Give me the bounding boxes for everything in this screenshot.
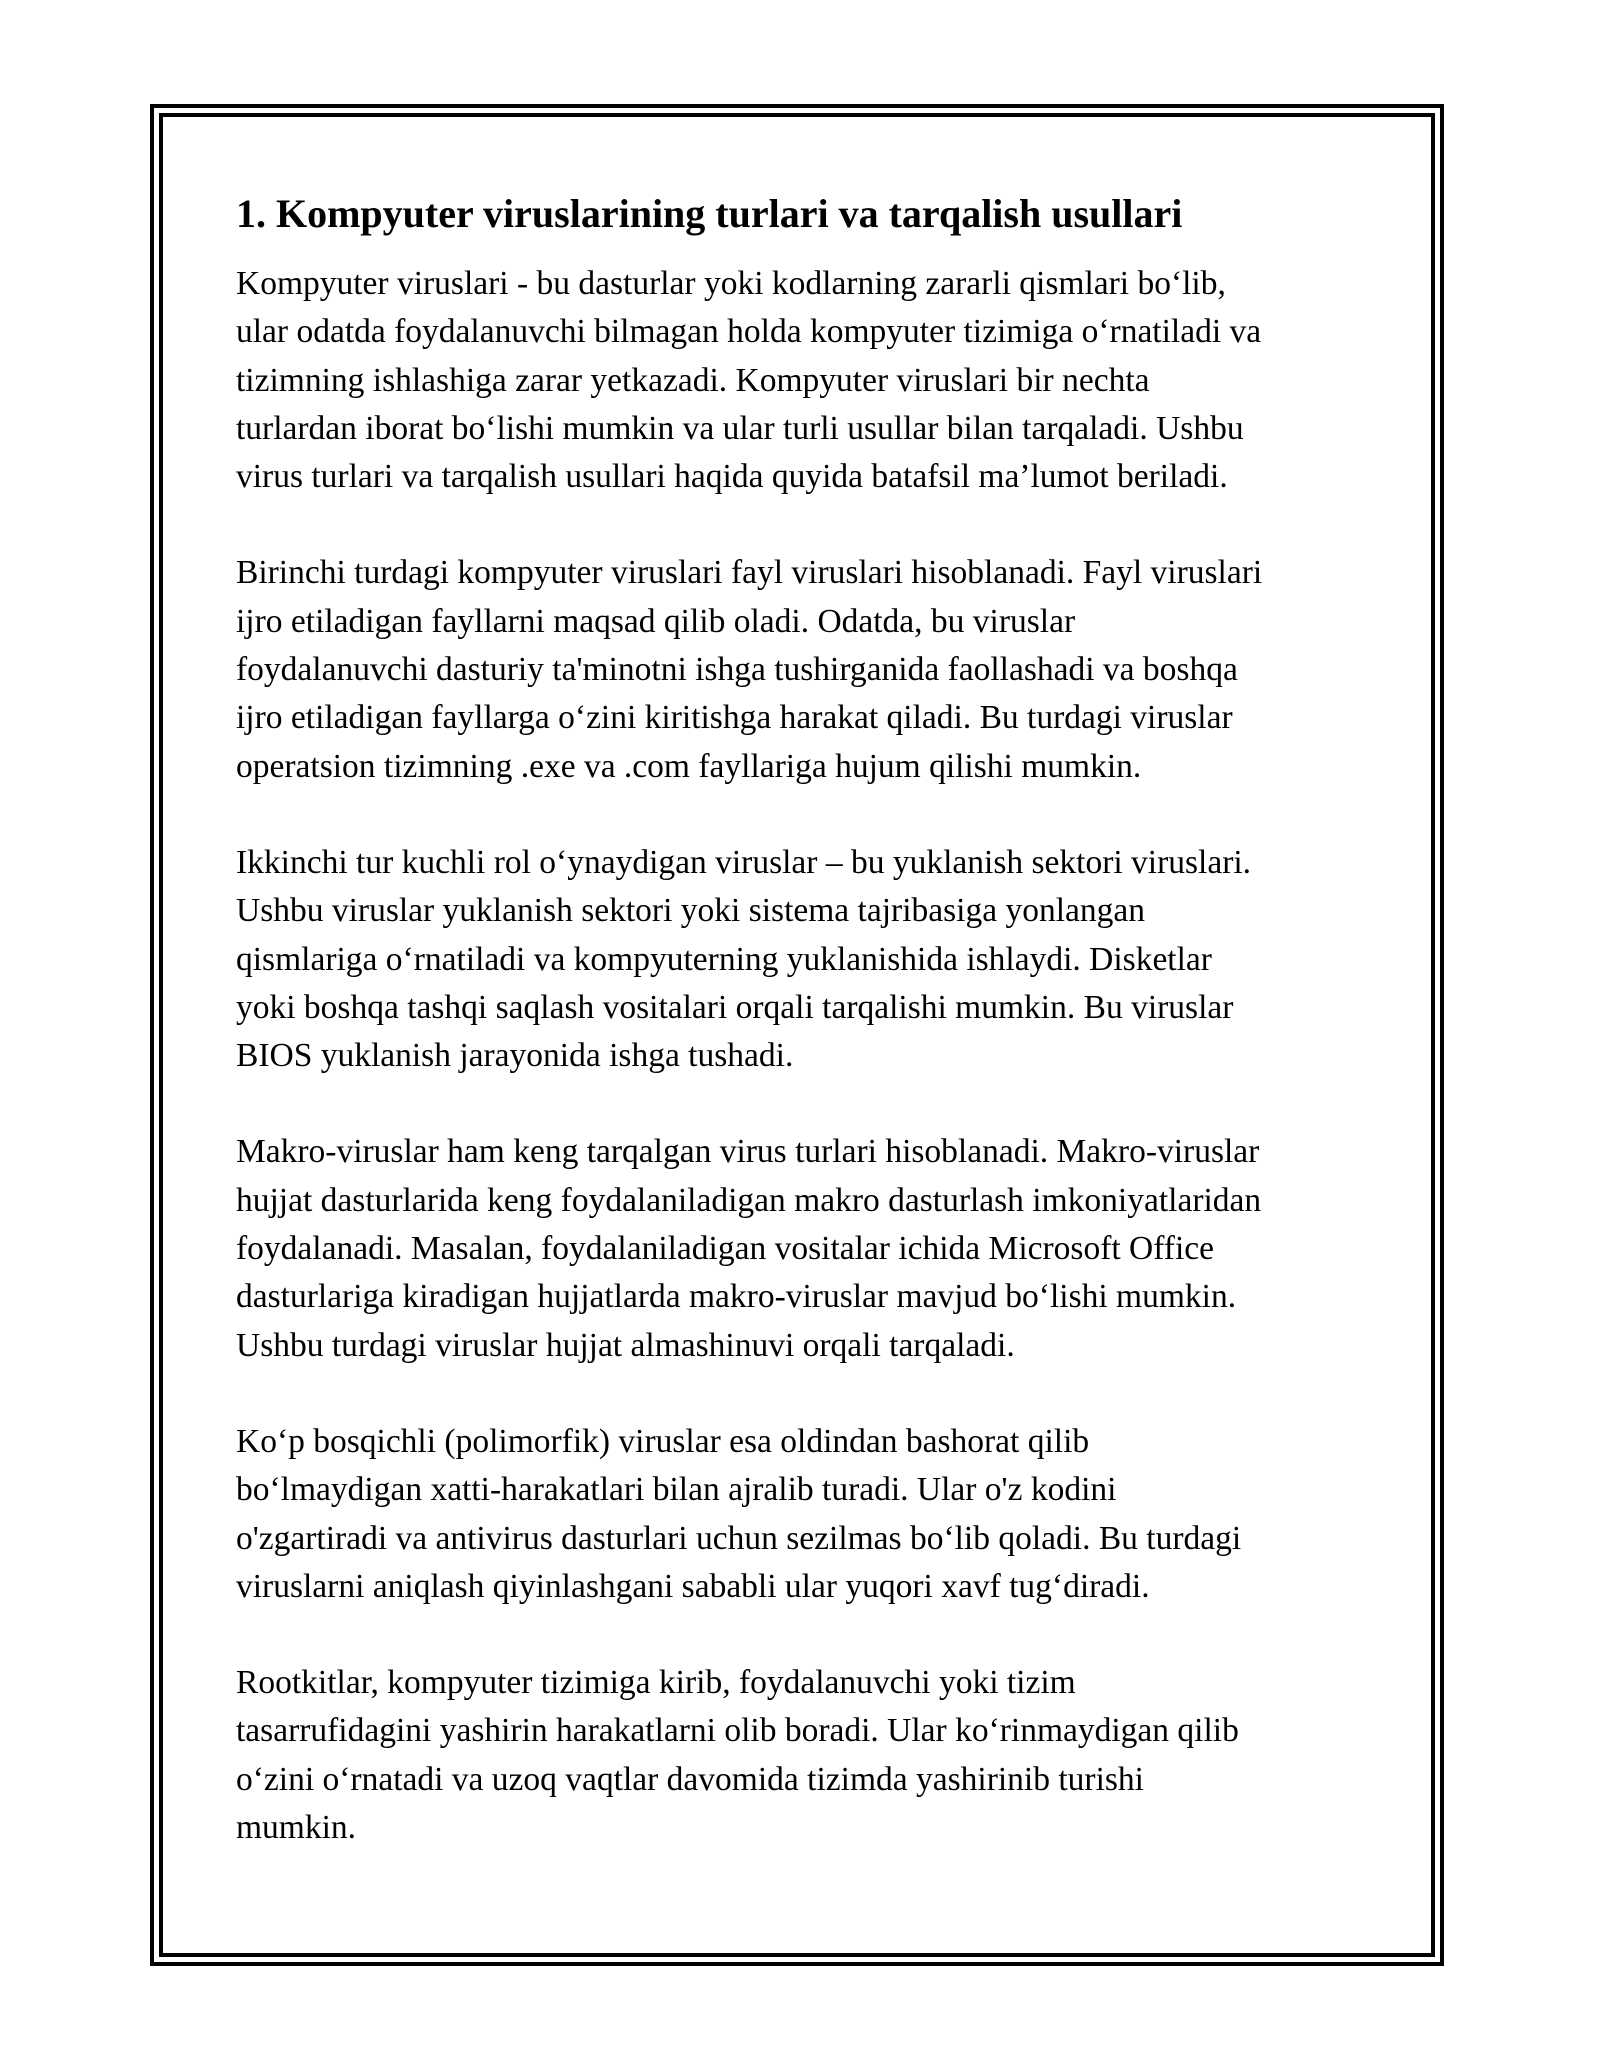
paragraph-line: operatsion tizimning .exe va .com fayllariga hujum qilishi mumkin. (236, 747, 1142, 785)
paragraph-intro (236, 260, 1366, 501)
paragraph-line: Makro-viruslar ham keng tarqalgan virus turlari hisoblanadi. Makro-viruslar (236, 1133, 1260, 1171)
paragraph-line: Kompyuter viruslari - bu dasturlar yoki kodlarning zararli qismlari bo‘lib, (236, 265, 1226, 302)
paragraph-line: o‘zini o‘rnatadi va uzoq vaqtlar davomida tizimda yashirinib turishi (236, 1760, 1144, 1798)
paragraph-line: BIOS yuklanish jarayonida ishga tushadi. (236, 1037, 794, 1075)
paragraph-line: hujjat dasturlarida keng foydalaniladigan makro dasturlash imkoniyatlaridan (236, 1181, 1262, 1219)
paragraph-boot-sector-viruses (236, 839, 1366, 1080)
paragraph-line: foydalanuvchi dasturiy ta'minotni ishga tushirganida faollashadi va boshqa (236, 651, 1238, 689)
paragraph-macro-viruses (236, 1128, 1366, 1369)
paragraph-line: viruslarni aniqlash qiyinlashgani sababli ular yuqori xavf tug‘diradi. (236, 1567, 1150, 1605)
paragraph-line: Ko‘p bosqichli (polimorfik) viruslar esa oldindan bashorat qilib (236, 1422, 1090, 1460)
paragraph-line: turlardan iborat bo‘lishi mumkin va ular turli usullar bilan tarqaladi. Ushbu (236, 409, 1244, 447)
paragraph-file-viruses (236, 549, 1366, 790)
paragraph-line: qismlariga o‘rnatiladi va kompyuterning yuklanishida ishlaydi. Disketlar (236, 940, 1212, 978)
paragraph-line: foydalanadi. Masalan, foydalaniladigan vositalar ichida Microsoft Office (236, 1230, 1214, 1268)
paragraph-line: tasarrufidagini yashirin harakatlarni olib boradi. Ular ko‘rinmaydigan qilib (236, 1712, 1239, 1750)
paragraph-line: Rootkitlar, kompyuter tizimiga kirib, foydalanuvchi yoki tizim (236, 1664, 1076, 1702)
paragraph-line: Ushbu viruslar yuklanish sektori yoki sistema tajribasiga yonlangan (236, 892, 1145, 930)
paragraph-line: Ushbu turdagi viruslar hujjat almashinuvi orqali tarqaladi. (236, 1326, 1015, 1364)
paragraph-line: ijro etiladigan fayllarga o‘zini kiritishga harakat qiladi. Bu turdagi viruslar (236, 699, 1233, 737)
paragraph-line: ijro etiladigan fayllarni maqsad qilib oladi. Odatda, bu viruslar (236, 602, 1076, 640)
paragraph-line: virus turlari va tarqalish usullari haqida quyida batafsil ma’lumot beriladi. (236, 458, 1228, 496)
paragraph-line: tizimning ishlashiga zarar yetkazadi. Kompyuter viruslari bir nechta (236, 361, 1150, 399)
paragraph-line: mumkin. (236, 1809, 357, 1847)
paragraph-line: o'zgartiradi va antivirus dasturlari uchun sezilmas bo‘lib qoladi. Bu turdagi (236, 1519, 1242, 1557)
paragraph-line: bo‘lmaydigan xatti-harakatlari bilan ajralib turadi. Ular o'z kodini (236, 1471, 1117, 1509)
paragraph-line: Ikkinchi tur kuchli rol o‘ynaydigan viruslar – bu yuklanish sektori viruslari. (236, 843, 1252, 881)
paragraph-line: Birinchi turdagi kompyuter viruslari fayl viruslari hisoblanadi. Fayl viruslari (236, 554, 1263, 592)
paragraph-line: ular odatda foydalanuvchi bilmagan holda kompyuter tizimiga o‘rnatiladi va (236, 313, 1262, 351)
paragraph-rootkits (236, 1659, 1366, 1852)
document-body (236, 186, 1366, 1900)
paragraph-line: dasturlariga kiradigan hujjatlarda makro-viruslar mavjud bo‘lishi mumkin. (236, 1278, 1237, 1316)
paragraph-polymorphic-viruses (236, 1418, 1366, 1611)
section-heading: 1. Kompyuter viruslarining turlari va tarqalish usullari (236, 191, 1183, 236)
paragraph-line: yoki boshqa tashqi saqlash vositalari orqali tarqalishi mumkin. Bu viruslar (236, 988, 1234, 1026)
